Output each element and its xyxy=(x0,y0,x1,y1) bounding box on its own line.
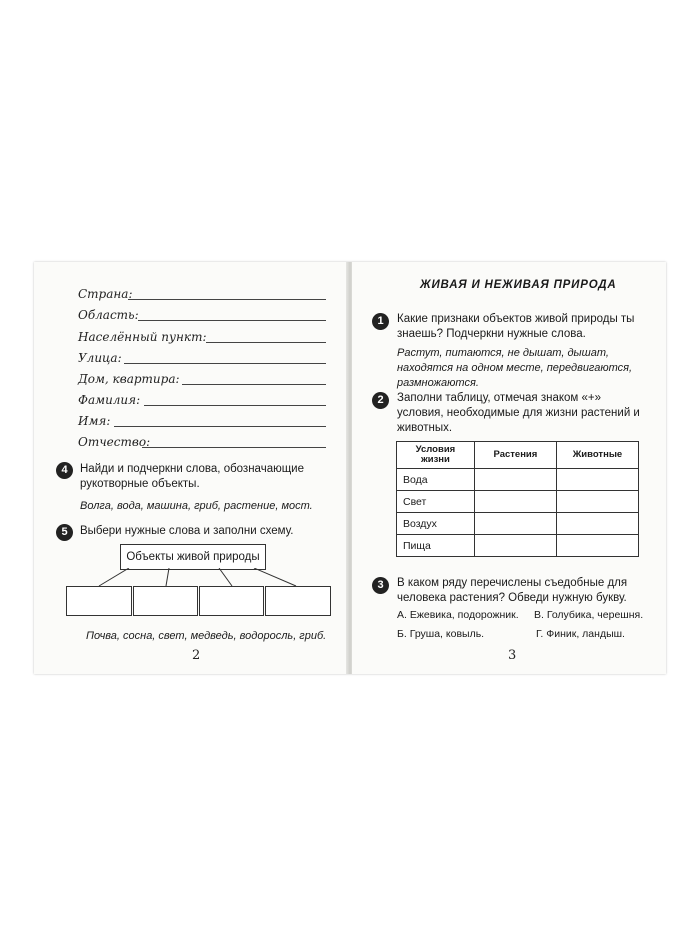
table-row xyxy=(397,535,639,557)
scheme-answer-box-1[interactable] xyxy=(66,586,132,616)
scheme-answer-box-3[interactable] xyxy=(199,586,264,616)
scheme-answer-box-2[interactable] xyxy=(133,586,198,616)
table-cell-plants[interactable] xyxy=(474,535,556,557)
form-field-region[interactable] xyxy=(78,306,326,322)
form-field-locality[interactable] xyxy=(78,328,326,344)
task3-text: В каком ряду перечислены съедобные для человека растения? Обведи нужную букву. xyxy=(397,577,628,604)
task1-words[interactable]: Растут, питаются, не дышат, дышат, находятся на одном месте, передвигаются, размножаются. xyxy=(397,347,633,389)
table-row xyxy=(397,469,639,491)
task5-text: Выбери нужные слова и заполни схему. xyxy=(80,525,294,537)
task-number-badge: 1 xyxy=(372,313,389,330)
table-header: Животные xyxy=(556,442,638,469)
form-label: Область: xyxy=(78,308,139,322)
page-number: 3 xyxy=(508,648,517,663)
table-row-label: Воздух xyxy=(397,513,475,535)
form-field-surname[interactable] xyxy=(78,391,326,407)
task2-text: Заполни таблицу, отмечая знаком «+» условия, необходимые для жизни растений и животных. xyxy=(397,392,640,434)
table-cell-plants[interactable] xyxy=(474,469,556,491)
table-cell-animals[interactable] xyxy=(556,513,638,535)
table-row-label: Свет xyxy=(397,491,475,513)
table-cell-animals[interactable] xyxy=(556,491,638,513)
form-field-patronymic[interactable] xyxy=(78,433,326,449)
form-field-country[interactable] xyxy=(78,285,326,301)
right-page xyxy=(352,262,666,674)
form-label: Фамилия: xyxy=(78,393,141,407)
task5-words: Почва, сосна, свет, медведь, водоросль, гриб. xyxy=(86,630,327,642)
answer-option-b[interactable]: Б. Груша, ковыль. xyxy=(397,628,485,640)
table-cell-plants[interactable] xyxy=(474,491,556,513)
open-workbook xyxy=(34,262,666,674)
scheme-connector-lines xyxy=(34,568,348,588)
task4-text: Найди и подчеркни слова, обозначающие рукотворные объекты. xyxy=(80,463,304,490)
form-label: Дом, квартира: xyxy=(78,372,180,386)
table-cell-animals[interactable] xyxy=(556,535,638,557)
form-label: Населённый пункт: xyxy=(78,330,207,344)
form-label: Улица: xyxy=(78,351,122,365)
form-field-street[interactable] xyxy=(78,349,326,365)
left-page xyxy=(34,262,348,674)
table-header: Условия жизни xyxy=(397,442,475,469)
page-title: ЖИВАЯ И НЕЖИВАЯ ПРИРОДА xyxy=(420,279,617,291)
scheme-title-box: Объекты живой природы xyxy=(120,544,266,570)
table-row-label: Пища xyxy=(397,535,475,557)
form-field-name[interactable] xyxy=(78,412,326,428)
table-row xyxy=(397,513,639,535)
task-number-badge: 5 xyxy=(56,524,73,541)
task-number-badge: 4 xyxy=(56,462,73,479)
table-cell-plants[interactable] xyxy=(474,513,556,535)
conditions-table xyxy=(396,441,639,557)
form-label: Страна: xyxy=(78,287,133,301)
answer-option-a[interactable]: А. Ежевика, подорожник. xyxy=(397,609,519,621)
answer-option-g[interactable]: Г. Финик, ландыш. xyxy=(536,628,625,640)
task1-text: Какие признаки объектов живой природы ты знаешь? Подчеркни нужные слова. xyxy=(397,313,635,340)
form-label: Имя: xyxy=(78,414,111,428)
table-cell-animals[interactable] xyxy=(556,469,638,491)
task-number-badge: 2 xyxy=(372,392,389,409)
table-header: Растения xyxy=(474,442,556,469)
task4-words[interactable]: Волга, вода, машина, гриб, растение, мост. xyxy=(80,500,313,512)
form-label: Отчество: xyxy=(78,435,151,449)
form-field-house[interactable] xyxy=(78,370,326,386)
answer-option-v[interactable]: В. Голубика, черешня. xyxy=(534,609,644,621)
page-number: 2 xyxy=(192,648,201,663)
task-number-badge: 3 xyxy=(372,577,389,594)
table-row-label: Вода xyxy=(397,469,475,491)
table-row xyxy=(397,491,639,513)
scheme-answer-box-4[interactable] xyxy=(265,586,331,616)
